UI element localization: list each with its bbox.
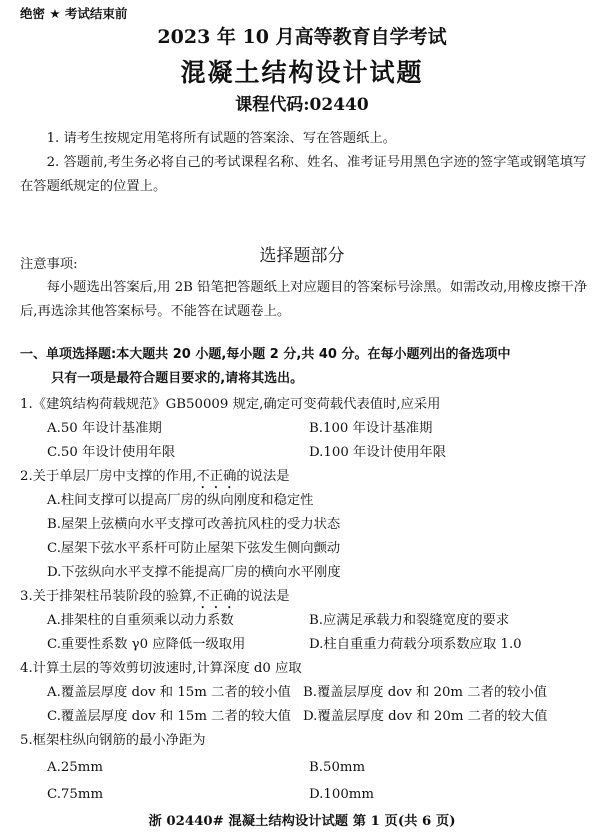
question-3-stem-pre: 3.关于排架柱吊装阶段的验算,	[20, 589, 197, 604]
instruction-2: 2. 答题前,考生务必将自己的考试课程名称、姓名、准考证号用黑色字迹的签字笔或钢笔填写在答题纸规定的位置上。	[20, 155, 587, 194]
question-3-stem	[20, 585, 290, 612]
question-3-option-b: B.应满足承载力和裂缝宽度的要求	[309, 613, 510, 628]
subject-title: 混凝土结构设计试题	[180, 58, 424, 87]
notice-label: 注意事项:	[20, 257, 78, 272]
section-header-line2: 只有一项是最符合题目要求的,请将其选出。	[51, 371, 304, 386]
question-2-option-b: B.屋架上弦横向水平支撑可改善抗风柱的受力状态	[47, 517, 341, 532]
section-header-line1: 一、单项选择题:本大题共 20 小题,每小题 2 分,共 40 分。在每小题列出的备选项中	[20, 347, 511, 362]
question-2-stem-emphasis: 不正确	[196, 469, 237, 484]
section-header	[20, 343, 588, 391]
question-3-option-a: A.排架柱的自重须乘以动力系数	[47, 613, 234, 628]
question-3-option-d: D.柱自重重力荷载分项系数应取 1.0	[309, 637, 522, 652]
question-2-stem-pre: 2.关于单层厂房中支撑的作用,	[20, 469, 197, 484]
question-4-option-c: C.覆盖层厚度 dov 和 15m 二者的较大值	[47, 709, 291, 724]
section-title: 选择题部分	[259, 246, 345, 266]
question-3-stem-emphasis: 不正确	[196, 589, 237, 604]
question-3-option-c: C.重要性系数 γ0 应降低一级取用	[47, 637, 246, 652]
question-5-option-c: C.75mm	[47, 787, 104, 802]
question-5-option-a: A.25mm	[47, 760, 103, 775]
confidential-label: 绝密 ★ 考试结束前	[20, 6, 128, 21]
notice-text: 每小题选出答案后,用 2B 铅笔把答题纸上对应题目的答案标号涂黑。如需改动,用橡皮擦干净后,再选涂其他答案标号。不能答在试题卷上。	[20, 280, 588, 319]
course-code: 课程代码:02440	[235, 95, 369, 115]
question-1-option-c: C.50 年设计使用年限	[47, 445, 176, 460]
page-footer: 浙 02440# 混凝土结构设计试题 第 1 页(共 6 页)	[148, 814, 456, 829]
question-2-option-a: A.柱间支撑可以提高厂房的纵向刚度和稳定性	[47, 493, 314, 508]
question-4-option-b: B.覆盖层厚度 dov 和 20m 二者的较小值	[303, 685, 548, 700]
question-4-option-d: D.覆盖层厚度 dov 和 20m 二者的较大值	[303, 709, 548, 724]
question-1-option-b: B.100 年设计基准期	[309, 421, 433, 436]
question-2-stem-post: 的说法是	[236, 469, 290, 484]
exam-title: 2023 年 10 月高等教育自学考试	[157, 26, 447, 48]
question-2-option-d: D.下弦纵向水平支撑不能提高厂房的横向水平刚度	[47, 565, 341, 580]
question-3-stem-post: 的说法是	[236, 589, 290, 604]
question-1-stem: 1.《建筑结构荷载规范》GB50009 规定,确定可变荷载代表值时,应采用	[20, 397, 441, 412]
question-4-stem: 4.计算土层的等效剪切波速时,计算深度 d0 应取	[20, 661, 302, 676]
question-5-option-b: B.50mm	[309, 760, 366, 775]
instruction-1: 1. 请考生按规定用笔将所有试题的答案涂、写在答题纸上。	[46, 131, 396, 146]
question-2-stem	[20, 465, 290, 492]
question-4-option-a: A.覆盖层厚度 dov 和 15m 二者的较小值	[47, 685, 291, 700]
question-5-stem: 5.框架柱纵向钢筋的最小净距为	[20, 733, 206, 748]
question-1-option-d: D.100 年设计使用年限	[309, 445, 447, 460]
question-1-option-a: A.50 年设计基准期	[47, 421, 162, 436]
question-2-option-c: C.屋架下弦水平系杆可防止屋架下弦发生侧向颤动	[47, 541, 341, 556]
question-5-option-d: D.100mm	[309, 787, 375, 802]
